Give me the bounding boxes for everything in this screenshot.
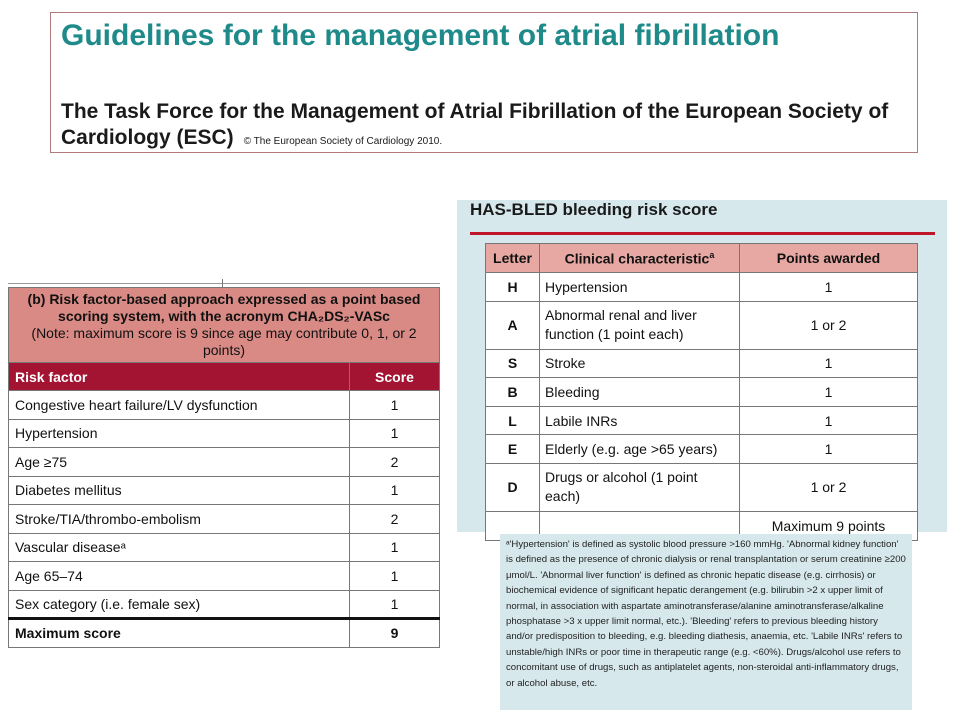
copyright-text: © The European Society of Cardiology 2010. xyxy=(243,136,443,147)
score-cell: 1 xyxy=(350,391,440,420)
risk-factor-row xyxy=(9,391,440,420)
letter-header: Letter xyxy=(486,244,540,273)
risk-factor-row xyxy=(9,505,440,534)
maximum-score-label: Maximum score xyxy=(9,619,350,648)
points-header: Points awarded xyxy=(740,244,918,273)
maximum-score-row xyxy=(9,619,440,648)
risk-factor-cell: Age ≥75 xyxy=(9,448,350,477)
characteristic-cell: Abnormal renal and liver function (1 point each) xyxy=(540,301,740,349)
risk-factor-cell: Diabetes mellitus xyxy=(9,476,350,505)
risk-factor-cell: Stroke/TIA/thrombo-embolism xyxy=(9,505,350,534)
score-cell: 1 xyxy=(350,533,440,562)
characteristic-header xyxy=(540,244,740,273)
letter-cell: B xyxy=(486,378,540,407)
has-bled-row xyxy=(486,463,918,511)
maximum-score-value: 9 xyxy=(350,619,440,648)
characteristic-cell: Elderly (e.g. age >65 years) xyxy=(540,435,740,464)
has-bled-rule xyxy=(470,232,935,235)
points-cell: 1 xyxy=(740,273,918,302)
risk-factor-row xyxy=(9,590,440,619)
has-bled-footnote: ᵃ'Hypertension' is defined as systolic blood pressure >160 mmHg. 'Abnormal kidney function' is defined as the presence of chronic dialysis or renal transplantation or serum creatinine ≥200 μmol/L. 'Abnormal liver function' is defined as chronic hepatic disease (e.g. cirrhosis) or biochemical evidence of significant hepatic derangement (e.g. bilirubin >2 x upper limit of normal, in association with aspartate aminotransferase/alanine aminotransferase/alkaline phosphatase >3 x upper limit normal, etc.). 'Bleeding' refers to previous bleeding history and/or predisposition to bleeding, e.g. bleeding diathesis, anaemia, etc. 'Labile INRs' refers to unstable/high INRs or poor time in therapeutic range (e.g. <60%). Drugs/alcohol use refers to concomitant use of drugs, such as antiplatelet agents, non-steroidal anti-inflammatory drugs, or alcohol abuse, etc. xyxy=(500,534,912,710)
table-top-line xyxy=(8,283,440,284)
characteristic-footnote-mark: a xyxy=(709,249,715,260)
has-bled-row xyxy=(486,378,918,407)
score-header: Score xyxy=(350,363,440,391)
score-cell: 2 xyxy=(350,505,440,534)
max-points-value: Maximum 9 points xyxy=(740,511,918,540)
table-header-row xyxy=(9,363,440,391)
table-top-tick xyxy=(222,279,223,287)
risk-factor-cell: Congestive heart failure/LV dysfunction xyxy=(9,391,350,420)
has-bled-row xyxy=(486,406,918,435)
risk-factor-cell: Vascular diseaseᵃ xyxy=(9,533,350,562)
characteristic-cell: Drugs or alcohol (1 point each) xyxy=(540,463,740,511)
points-cell: 1 xyxy=(740,378,918,407)
title-banner xyxy=(50,12,918,153)
characteristic-cell: Bleeding xyxy=(540,378,740,407)
has-bled-title: HAS-BLED bleeding risk score xyxy=(470,200,718,219)
points-cell: 1 xyxy=(740,435,918,464)
cha2ds2-vasc-caption xyxy=(9,288,440,363)
letter-cell: S xyxy=(486,349,540,378)
has-bled-table xyxy=(485,243,918,541)
characteristic-cell: Labile INRs xyxy=(540,406,740,435)
caption-title: (b) Risk factor-based approach expressed as a point based scoring system, with the acronym CHA₂DS₂-VASc xyxy=(27,291,421,324)
points-cell: 1 xyxy=(740,406,918,435)
task-force-subtitle xyxy=(61,99,911,155)
has-bled-header-row xyxy=(486,244,918,273)
risk-factor-row xyxy=(9,533,440,562)
risk-factor-cell: Sex category (i.e. female sex) xyxy=(9,590,350,619)
subtitle-text: The Task Force for the Management of Atrial Fibrillation of the European Society of Cardiology (ESC) xyxy=(61,100,889,149)
has-bled-row xyxy=(486,273,918,302)
characteristic-header-text: Clinical characteristic xyxy=(564,250,710,267)
risk-factor-row xyxy=(9,419,440,448)
score-cell: 1 xyxy=(350,476,440,505)
points-cell: 1 xyxy=(740,349,918,378)
caption-note: (Note: maximum score is 9 since age may contribute 0, 1, or 2 points) xyxy=(31,325,417,358)
risk-factor-row xyxy=(9,562,440,591)
letter-cell: E xyxy=(486,435,540,464)
points-cell: 1 or 2 xyxy=(740,301,918,349)
risk-factor-row xyxy=(9,476,440,505)
score-cell: 2 xyxy=(350,448,440,477)
has-bled-row xyxy=(486,349,918,378)
score-cell: 1 xyxy=(350,419,440,448)
score-cell: 1 xyxy=(350,562,440,591)
risk-factor-cell: Hypertension xyxy=(9,419,350,448)
risk-factor-header: Risk factor xyxy=(9,363,350,391)
guideline-title: Guidelines for the management of atrial fibrillation xyxy=(61,19,780,52)
letter-cell: A xyxy=(486,301,540,349)
characteristic-cell: Hypertension xyxy=(540,273,740,302)
score-cell: 1 xyxy=(350,590,440,619)
letter-cell: D xyxy=(486,463,540,511)
risk-factor-cell: Age 65–74 xyxy=(9,562,350,591)
risk-factor-row xyxy=(9,448,440,477)
characteristic-cell: Stroke xyxy=(540,349,740,378)
cha2ds2-vasc-table xyxy=(8,287,440,648)
has-bled-row xyxy=(486,435,918,464)
points-cell: 1 or 2 xyxy=(740,463,918,511)
letter-cell: H xyxy=(486,273,540,302)
has-bled-row xyxy=(486,301,918,349)
letter-cell: L xyxy=(486,406,540,435)
